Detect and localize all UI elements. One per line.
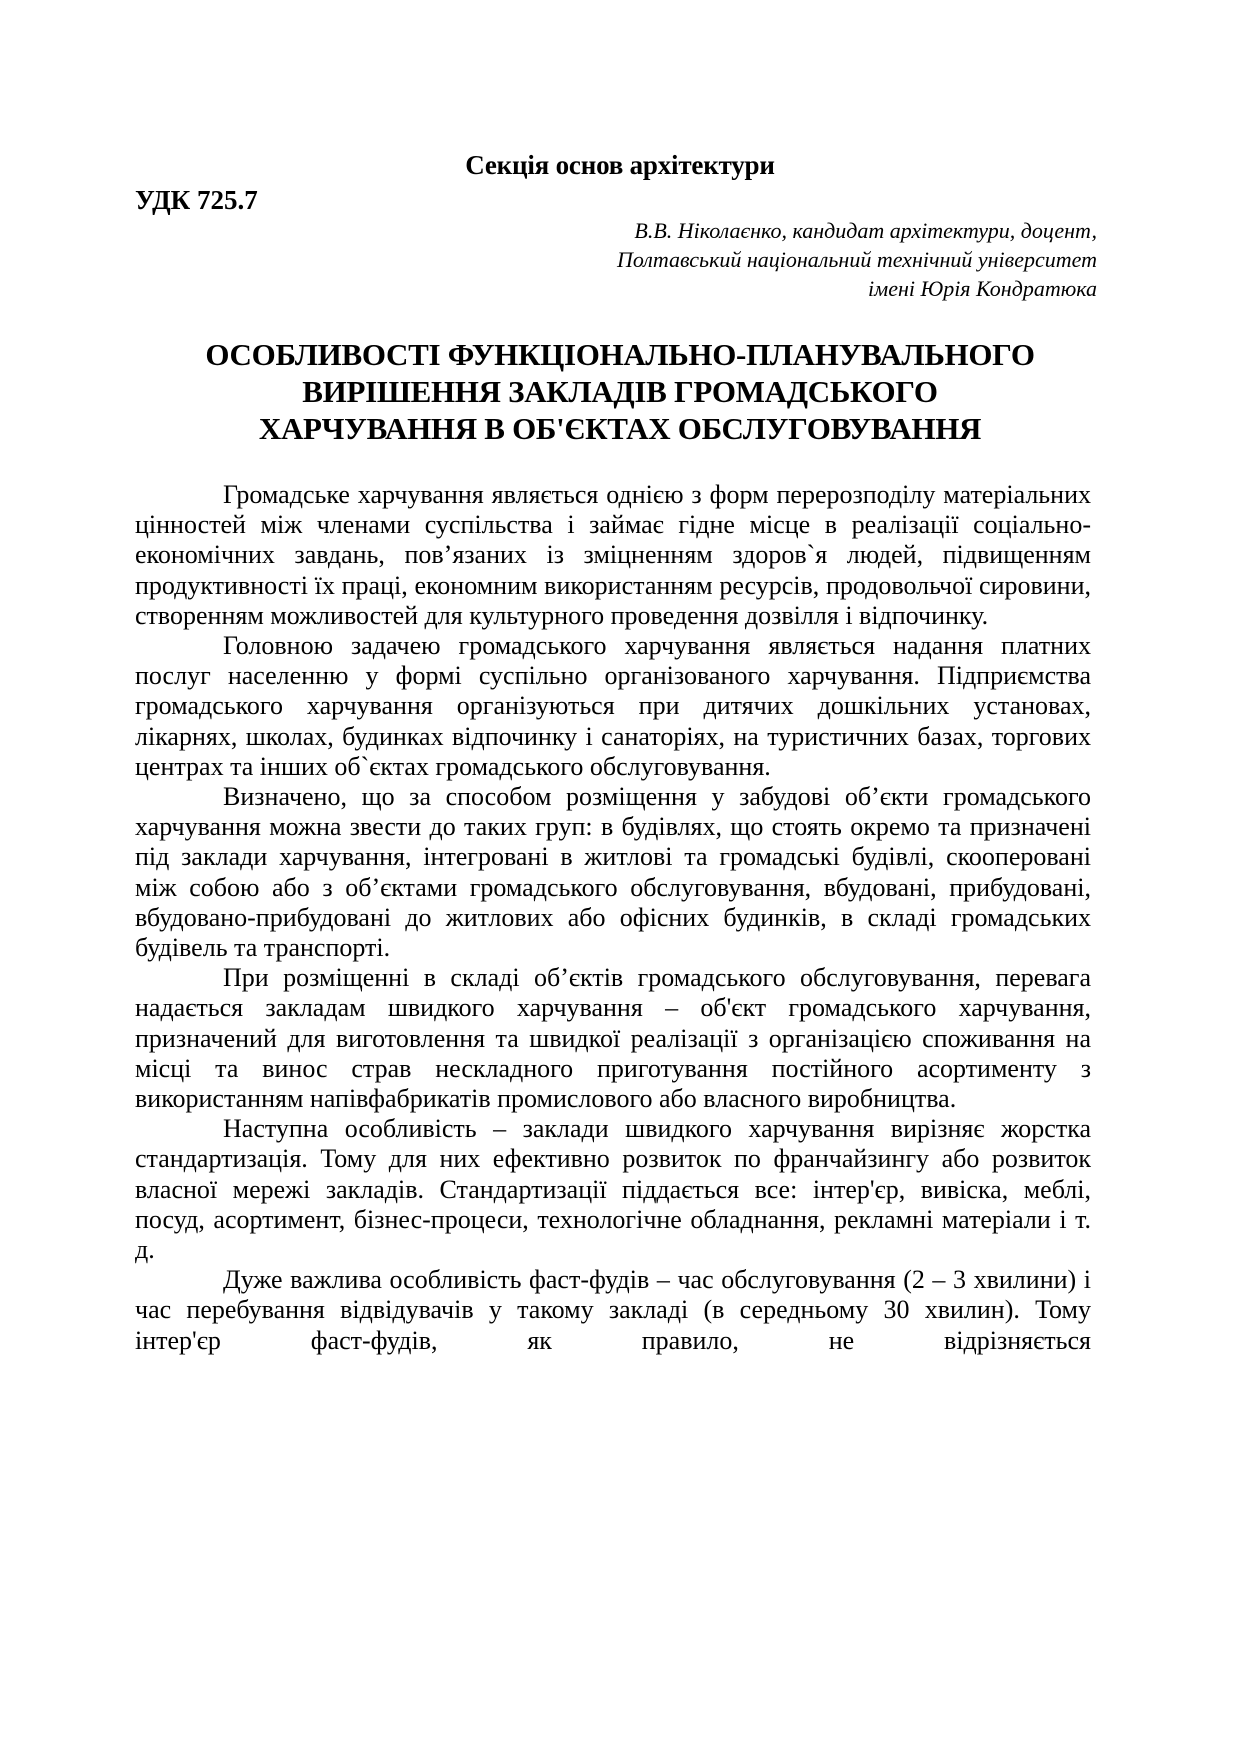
paragraph: При розміщенні в складі об’єктів громадського обслуговування, перевага надається закладам швидкого харчування – об'єкт громадського харчування, призначений для виготовлення та швидкої реалізації з організацією споживання на місці та винос страв нескладного приготування постійного асортименту з використанням напівфабрикатів промислового або власного виробництва.: [135, 963, 1091, 1114]
paragraph: Громадське харчування являється однією з форм перерозподілу матеріальних цінностей між членами суспільства і займає гідне місце в реалізації соціально-економічних завдань, пов’язаних із зміцненням здоров`я людей, підвищенням продуктивності їх праці, економним використанням ресурсів, продовольчої сировини, створенням можливостей для культурного проведення дозвілля і відпочинку.: [135, 480, 1091, 630]
section-heading: Секція основ архітектури: [465, 150, 775, 180]
author-affiliation-line: імені Юрія Кондратюка: [868, 276, 1097, 301]
author-name-line: В.В. Ніколаєнко, кандидат архітектури, доцент,: [634, 218, 1097, 243]
paragraph: Визначено, що за способом розміщення у забудові об’єкти громадського харчування можна звести до таких груп: в будівлях, що стоять окремо та призначені під заклади харчування, інтегровані в житлові та громадські будівлі, скооперовані між собою або з об’єктами громадського обслуговування, вбудовані, прибудовані, вбудовано-прибудовані до житлових або офісних будинків, в складі громадських будівель та транспорті.: [135, 782, 1091, 963]
body-text: [135, 480, 1091, 1356]
paragraph: Дуже важлива особливість фаст-фудів – час обслуговування (2 – 3 хвилини) і час перебування відвідувачів у такому закладі (в середньому 30 хвилин). Тому інтер'єр фаст-фудів, як правило, не відрізняється: [135, 1265, 1091, 1355]
paragraph: Головною задачею громадського харчування являється надання платних послуг населенню у формі суспільно організованого харчування. Підприємства громадського харчування організуються при дитячих дошкільних установах, лікарнях, школах, будинках відпочинку і санаторіях, на туристичних базах, торгових центрах та інших об`єктах громадського обслуговування.: [135, 631, 1091, 781]
paper-title: [0, 336, 1240, 447]
author-affiliation-line: Полтавський національний технічний університет: [616, 247, 1097, 272]
author-block: [617, 216, 1097, 303]
paper-title-line: ВИРІШЕННЯ ЗАКЛАДІВ ГРОМАДСЬКОГО: [302, 374, 938, 409]
paper-title-line: ХАРЧУВАННЯ В ОБ'ЄКТАХ ОБСЛУГОВУВАННЯ: [258, 411, 982, 446]
udk-code: УДК 725.7: [135, 185, 258, 215]
paper-title-line: ОСОБЛИВОСТІ ФУНКЦІОНАЛЬНО-ПЛАНУВАЛЬНОГО: [205, 337, 1035, 372]
paragraph: Наступна особливість – заклади швидкого харчування вирізняє жорстка стандартизація. Тому для них ефективно розвиток по франчайзингу або розвиток власної мережі закладів. Стандартизації піддається все: інтер'єр, вивіска, меблі, посуд, асортимент, бізнес-процеси, технологічне обладнання, рекламні матеріали і т. д.: [135, 1114, 1091, 1265]
